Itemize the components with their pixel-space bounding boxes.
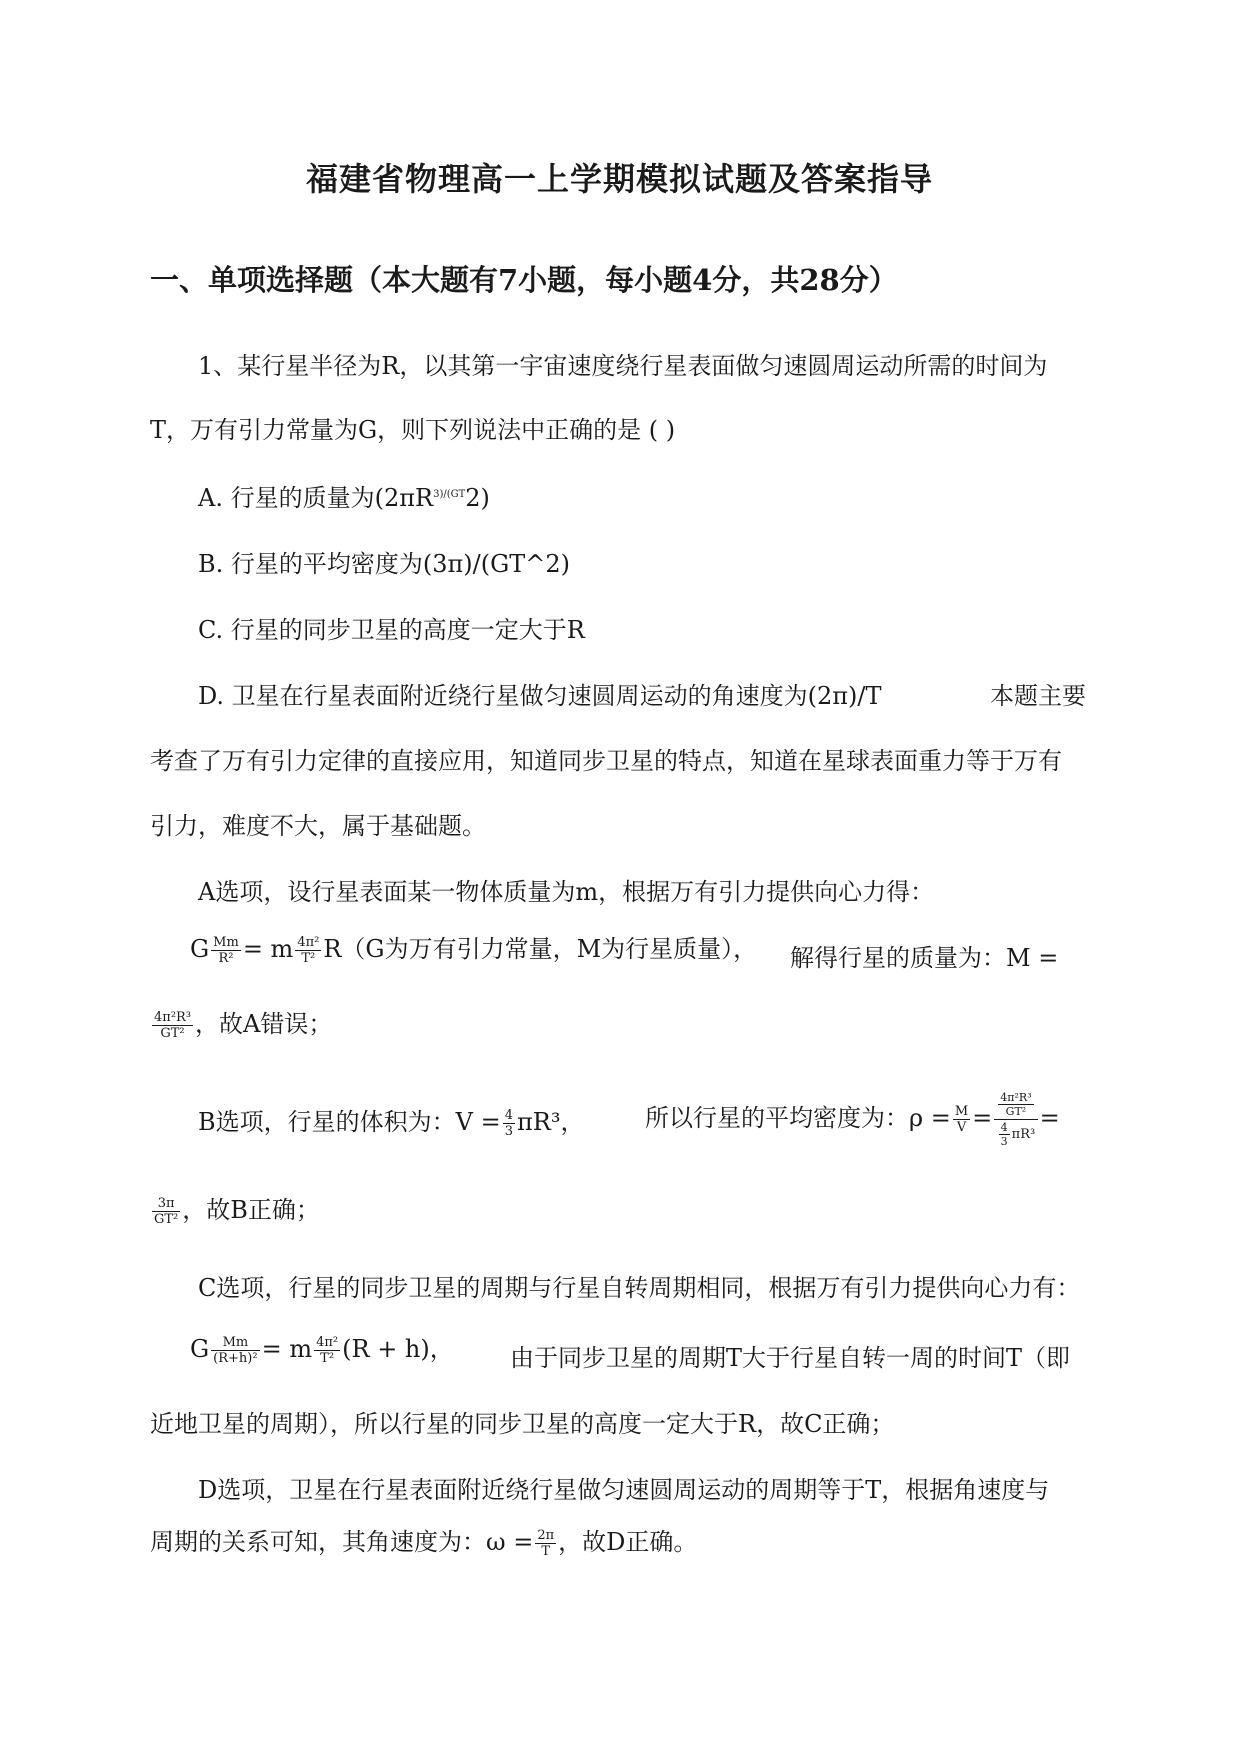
analysis-c-intro: C选项，行星的同步卫星的周期与行星自转周期相同，根据万有引力提供向心力有： xyxy=(198,1274,1081,1302)
fraction-4pi2-t2: $\frac{\text{4π²}}{\text{T²}}$ xyxy=(297,935,320,966)
fraction-m-v: $\frac{M}{V}$ xyxy=(954,1104,969,1135)
fraction-mm-rh2: $\frac{Mm}{\text{(R+h)²}}$ xyxy=(213,1335,258,1366)
analysis-d-result: 周期的关系可知，其角速度为：ω = $\frac{2\pi}{T}$ ，故D正确。 xyxy=(150,1528,698,1559)
analysis-c-equation: G $\frac{Mm}{\text{(R+h)²}}$ = m $\frac{\text{4π²}}{\text{T²}}$ (R + h)， xyxy=(190,1335,454,1366)
analysis-line1: 本题主要 xyxy=(990,682,1086,710)
analysis-d-intro: D选项，卫星在行星表面附近绕行星做匀速圆周运动的周期等于T，根据角速度与 xyxy=(198,1476,1050,1504)
analysis-c-reason: 由于同步卫星的周期T大于行星自转一周的时间T（即 xyxy=(510,1344,1071,1372)
fraction-mass-result: $\frac{\text{4π²R³}}{\text{GT²}}$ xyxy=(154,1010,192,1041)
analysis-line3: 引力，难度不大，属于基础题。 xyxy=(150,812,486,840)
analysis-b-volume: B选项，行星的体积为：V = $\frac{4}{3}$ πR³， xyxy=(198,1108,585,1139)
option-b: B. 行星的平均密度为(3π)/(GT^2) xyxy=(198,550,571,578)
analysis-a-solve: 解得行星的质量为：M = xyxy=(790,944,1059,972)
question-stem-line2: T，万有引力常量为G，则下列说法中正确的是 ( ) xyxy=(150,416,676,444)
fraction-density-result: $\frac{3\pi}{\text{GT²}}$ xyxy=(154,1196,179,1227)
analysis-b-result: $\frac{3\pi}{\text{GT²}}$ ，故B正确； xyxy=(154,1196,320,1227)
analysis-a-intro: A选项，设行星表面某一物体质量为m，根据万有引力提供向心力得： xyxy=(198,878,935,906)
option-d: D. 卫星在行星表面附近绕行星做匀速圆周运动的角速度为(2π)/T xyxy=(198,682,882,710)
analysis-line2: 考查了万有引力定律的直接应用，知道同步卫星的特点，知道在星球表面重力等于万有 xyxy=(150,747,1062,775)
option-c: C. 行星的同步卫星的高度一定大于R xyxy=(198,616,585,644)
fraction-4-3: $\frac{4}{3}$ xyxy=(504,1108,513,1139)
fraction-mm-r2: $\frac{Mm}{\text{R²}}$ xyxy=(213,935,239,966)
fraction-2pi-t: $\frac{2\pi}{T}$ xyxy=(537,1528,555,1559)
fraction-inner-bottom: $\frac{4}{3}$ xyxy=(1000,1121,1008,1148)
fraction-inner-top: $\frac{\text{4π²R³}}{\text{GT²}}$ xyxy=(1000,1091,1032,1118)
fraction-4pi2-t2-c: $\frac{\text{4π²}}{\text{T²}}$ xyxy=(316,1335,339,1366)
fraction-complex-density: $\frac{\text{4π²R³}}{\text{GT²}}$ $\frac{4}{3}$ πR³ xyxy=(994,1090,1037,1149)
analysis-b-density: 所以行星的平均密度为：ρ = $\frac{M}{V}$ = $\frac{\text{4π²R³}}{\text{GT²}}$ $\frac{4}{3}$ πR³ = xyxy=(645,1091,1060,1148)
analysis-a-result: $\frac{\text{4π²R³}}{\text{GT²}}$ ，故A错误； xyxy=(154,1010,333,1041)
section-heading: 一、单项选择题（本大题有7小题，每小题4分，共28分） xyxy=(150,263,898,297)
analysis-a-equation: G $\frac{Mm}{\text{R²}}$ = m $\frac{\text{4π²}}{\text{T²}}$ R（G为万有引力常量，M为行星质量）， xyxy=(190,935,758,966)
document-title: 福建省物理高一上学期模拟试题及答案指导 xyxy=(306,160,934,198)
question-stem-line1: 1、某行星半径为R，以其第一宇宙速度绕行星表面做匀速圆周运动所需的时间为 xyxy=(198,352,1048,380)
analysis-c-reason2: 近地卫星的周期），所以行星的同步卫星的高度一定大于R，故C正确； xyxy=(150,1410,895,1438)
option-a: A. 行星的质量为$(2\pi R^{3)/(GT}2)$ xyxy=(198,484,490,512)
